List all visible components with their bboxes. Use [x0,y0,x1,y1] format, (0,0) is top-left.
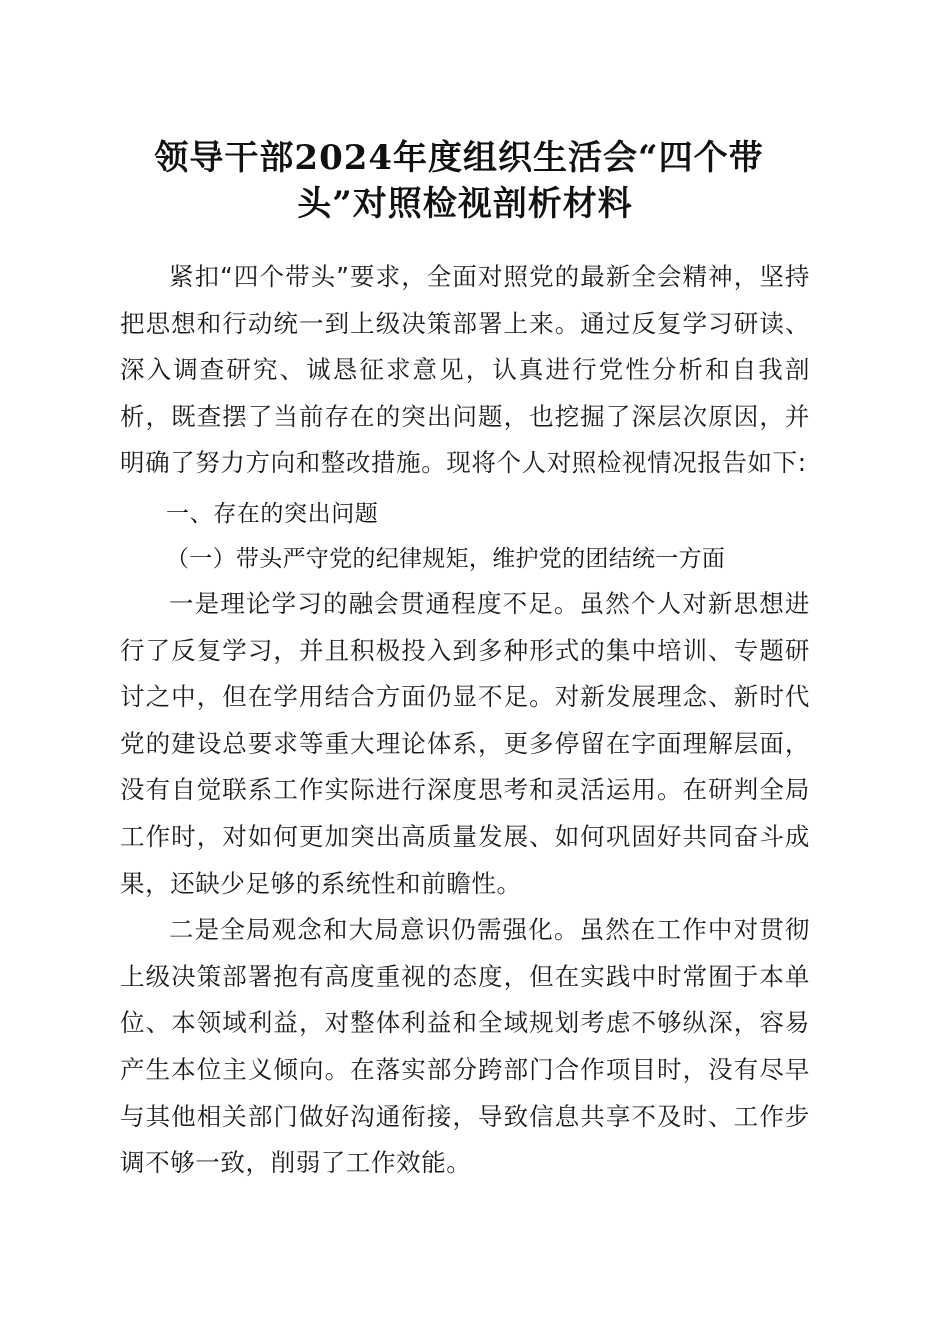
document-body [120,135,810,1187]
title-line-1: 领导干部2024年度组织生活会“四个带 [154,138,764,178]
document-content [120,254,810,1187]
subsection-heading: （一）带头严守党的纪律规矩，维护党的团结统一方面 [166,545,726,572]
section-heading: 一、存在的突出问题 [166,500,379,527]
intro-paragraph: 紧扣“四个带头”要求，全面对照党的最新全会精神，坚持把思想和行动统一到上级决策部署上来。通过反复学习研读、深入调查研究、诚恳征求意见，认真进行党性分析和自我剖析，既查摆了当前存在的突出问题，也挖掘了深层次原因，并明确了努力方向和整改措施。现将个人对照检视情况报告如下: [120,262,810,478]
point-paragraph-1: 一是理论学习的融会贯通程度不足。虽然个人对新思想进行了反复学习，并且积极投入到多种形式的集中培训、专题研讨之中，但在学用结合方面仍显不足。对新发展理念、新时代党的建设总要求等重大理论体系，更多停留在字面理解层面，没有自觉联系工作实际进行深度思考和灵活运用。在研判全局工作时，对如何更加突出高质量发展、如何巩固好共同奋斗成果，还缺少足够的系统性和前瞻性。 [120,588,810,898]
title-line-2: 头”对照检视剖析材料 [297,184,633,224]
point-paragraph-2: 二是全局观念和大局意识仍需强化。虽然在工作中对贯彻上级决策部署抱有高度重视的态度，但在实践中时常囿于本单位、本领域利益，对整体利益和全域规划考虑不够纵深，容易产生本位主义倾向。在落实部分跨部门合作项目时，没有尽早与其他相关部门做好沟通衔接，导致信息共享不及时、工作步调不够一致，削弱了工作效能。 [120,915,810,1178]
document-title [120,135,810,227]
